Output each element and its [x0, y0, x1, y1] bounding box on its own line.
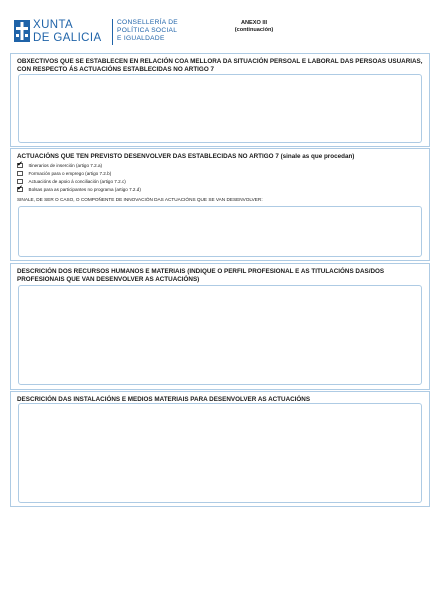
- option-formacion[interactable]: [17, 170, 111, 177]
- option-label: Bolsas para as participantes no programa (artigo 7.2.d): [28, 186, 141, 192]
- option-bolsas[interactable]: [17, 186, 141, 193]
- actions-section-title: ACTUACIÓNS QUE TEN PREVISTO DESENVOLVER DAS ESTABLECIDAS NO ARTIGO 7 (sinale as que procedan): [17, 153, 355, 160]
- resources-textarea[interactable]: [18, 285, 422, 385]
- actions-section: [10, 148, 430, 261]
- objectives-section-title: OBXECTIVOS QUE SE ESTABLECEN EN RELACIÓN COA MELLORA DA SITUACIÓN PERSOAL E LABORAL DAS PERSOAS USUARIAS, CON RESPECTO ÁS ACTUACIÓNS ESTABLECIDAS NO ARTIGO 7: [17, 58, 423, 73]
- logo-divider: [112, 19, 113, 45]
- annex-title: ANEXO III: [240, 20, 268, 26]
- facilities-section-title: DESCRICIÓN DAS INSTALACIÓNS E MEDIOS MATERIAIS PARA DESENVOLVER AS ACTUACIÓNS: [17, 396, 311, 403]
- checkbox-bolsas[interactable]: [17, 184, 23, 193]
- annex-subtitle: (continuación): [234, 27, 274, 33]
- checkmark-icon: ✔: [17, 184, 23, 193]
- department-line-1: CONSELLERÍA DE: [117, 19, 178, 26]
- checkmark-icon: ✔: [17, 160, 23, 169]
- document-header: [14, 16, 434, 50]
- department-line-2: POLÍTICA SOCIAL: [117, 27, 178, 35]
- option-itinerarios[interactable]: [17, 162, 102, 169]
- objectives-section: [10, 53, 430, 147]
- department-name: [117, 19, 178, 44]
- option-label: Formación para o emprego (artigo 7.2.b): [28, 170, 112, 176]
- objectives-textarea[interactable]: [18, 74, 422, 143]
- option-conciliacion[interactable]: [17, 178, 126, 185]
- option-label: Itinerarios de inserción (artigo 7.2.a): [28, 162, 103, 168]
- resources-section-title: DESCRICIÓN DOS RECURSOS HUMANOS E MATERIAIS (INDIQUE O PERFIL PROFESIONAL E AS TITULACIÓNS DAS/DOS PROFESIONAIS QUE VAN DESENVOLVER AS ACTUACIÓNS): [17, 268, 385, 283]
- checkbox-formacion[interactable]: [17, 171, 23, 177]
- innovation-textarea[interactable]: [18, 206, 422, 257]
- logo-text-galicia: DE GALICIA: [33, 32, 102, 44]
- annex-heading: [224, 20, 284, 34]
- innovation-label: SINALE, DE SER O CASO, O COMPOÑENTE DE INNOVACIÓN DAS ACTUACIÓNS QUE SE VAN DESENVOLVER:: [17, 197, 263, 202]
- department-line-3: E IGUALDADE: [117, 35, 165, 43]
- facilities-section: [10, 391, 430, 507]
- xunta-cross-logo-icon: [14, 20, 30, 42]
- checkbox-itinerarios[interactable]: [17, 160, 23, 169]
- logo-text-xunta: XUNTA: [33, 19, 74, 31]
- facilities-textarea[interactable]: [18, 403, 422, 503]
- option-label: Actuacións de apoio á conciliación (artigo 7.2.c): [28, 178, 126, 184]
- resources-section: [10, 263, 430, 390]
